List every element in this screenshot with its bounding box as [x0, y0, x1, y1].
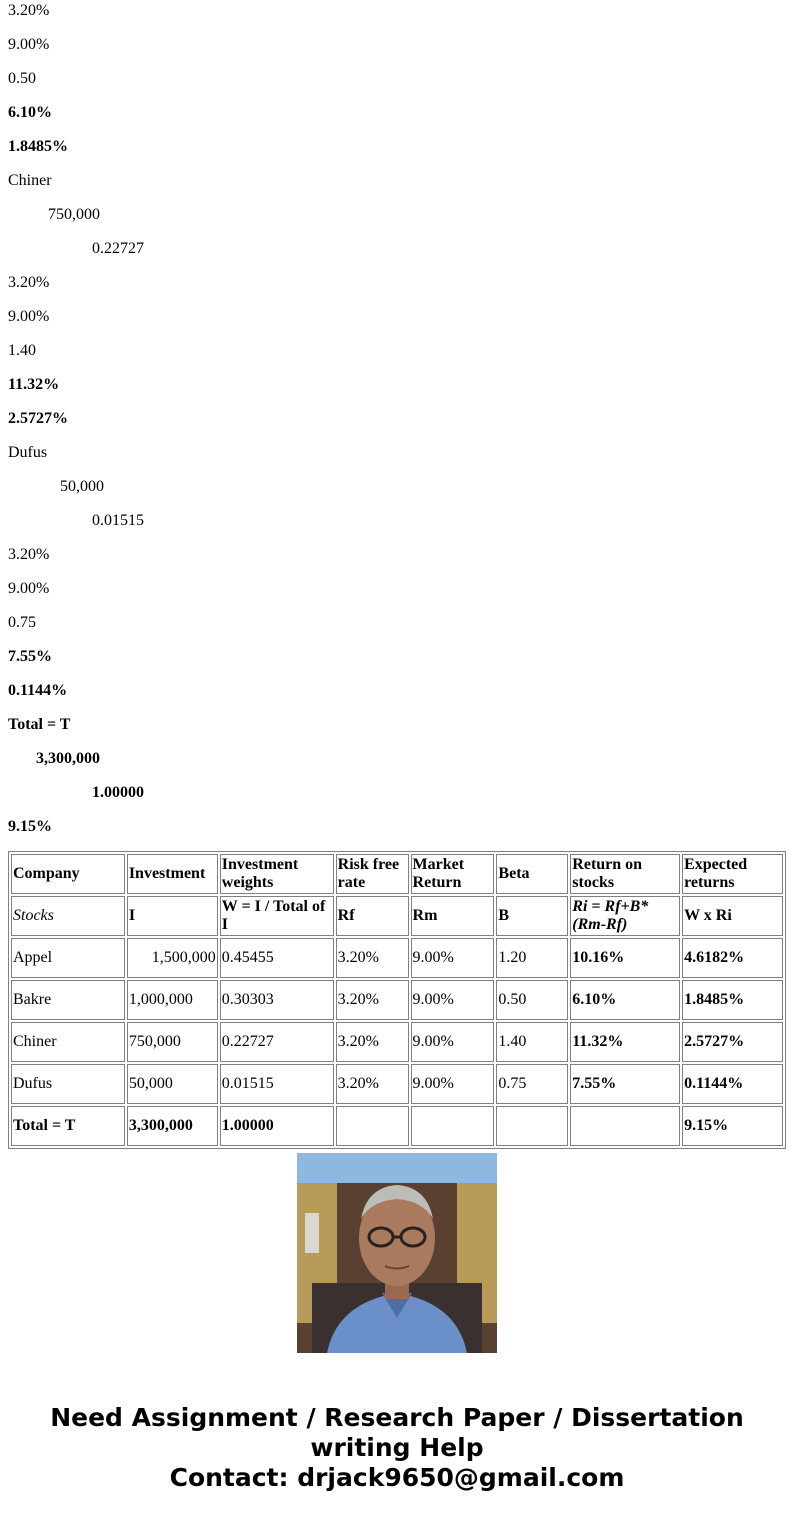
- rf-cell: 3.20%: [336, 1022, 409, 1062]
- text-line: 11.32%: [8, 376, 60, 393]
- weight-cell: 0.30303: [220, 980, 334, 1020]
- investment-cell: 1,000,000: [127, 980, 218, 1020]
- beta-cell: 1.40: [496, 1022, 568, 1062]
- investment-cell: 50,000: [127, 1064, 218, 1104]
- subheader-text: Stocks: [13, 907, 54, 924]
- weight-cell: 0.22727: [220, 1022, 334, 1062]
- table-row: [11, 1064, 783, 1104]
- text-line: 750,000: [48, 206, 100, 223]
- text-line: 1.40: [8, 342, 36, 359]
- returns-table-container: [8, 851, 786, 1134]
- header-cell: Beta: [496, 854, 568, 894]
- table-header-row: [11, 854, 783, 894]
- text-line: 0.01515: [92, 512, 144, 529]
- text-line: 1.00000: [92, 784, 144, 801]
- text-line: 0.75: [8, 614, 36, 631]
- company-cell: Chiner: [11, 1022, 125, 1062]
- empty-cell: [411, 1106, 495, 1146]
- return-cell: 11.32%: [570, 1022, 680, 1062]
- rm-cell: 9.00%: [411, 1022, 495, 1062]
- header-cell: Return on stocks: [570, 854, 680, 894]
- beta-cell: 1.20: [496, 938, 568, 978]
- beta-cell: 0.75: [496, 1064, 568, 1104]
- text-line: Total = T: [8, 716, 71, 733]
- header-cell: Investment weights: [220, 854, 334, 894]
- header-cell: Investment: [127, 854, 218, 894]
- promo-line: Need Assignment / Research Paper / Dissertation: [50, 1403, 744, 1432]
- text-line: Dufus: [8, 444, 48, 461]
- return-cell: 10.16%: [570, 938, 680, 978]
- subheader-cell: W = I / Total of I: [220, 896, 334, 936]
- total-label-cell: Total = T: [11, 1106, 125, 1146]
- text-line: 0.50: [8, 70, 36, 87]
- subheader-cell: I: [127, 896, 218, 936]
- total-investment-cell: 3,300,000: [127, 1106, 218, 1146]
- text-line: 6.10%: [8, 104, 52, 121]
- total-expected-cell: 9.15%: [682, 1106, 783, 1146]
- text-line: 1.8485%: [8, 138, 68, 155]
- subheader-cell: [570, 896, 680, 936]
- empty-cell: [496, 1106, 568, 1146]
- table-subheader-row: [11, 896, 783, 936]
- contact-banner: [0, 1403, 794, 1493]
- text-line: 9.00%: [8, 308, 50, 325]
- text-line: 50,000: [60, 478, 104, 495]
- subheader-cell: [11, 896, 125, 936]
- expected-cell: 1.8485%: [682, 980, 783, 1020]
- returns-table: [8, 851, 786, 1149]
- promo-line: writing Help: [310, 1433, 484, 1462]
- table-row: [11, 1022, 783, 1062]
- text-line: 9.00%: [8, 36, 50, 53]
- text-line: 9.00%: [8, 580, 50, 597]
- investment-cell: 750,000: [127, 1022, 218, 1062]
- beta-cell: 0.50: [496, 980, 568, 1020]
- return-cell: 7.55%: [570, 1064, 680, 1104]
- table-row: [11, 938, 783, 978]
- expected-cell: 2.5727%: [682, 1022, 783, 1062]
- expected-cell: 0.1144%: [682, 1064, 783, 1104]
- text-line: 3.20%: [8, 2, 50, 19]
- avatar: [297, 1153, 497, 1353]
- table-total-row: [11, 1106, 783, 1146]
- formula-text: Ri = Rf+B*(Rm-Rf): [572, 898, 649, 933]
- text-line: 2.5727%: [8, 410, 68, 427]
- rf-cell: 3.20%: [336, 938, 409, 978]
- company-cell: Dufus: [11, 1064, 125, 1104]
- text-line: 3,300,000: [36, 750, 100, 767]
- text-line: 3.20%: [8, 274, 50, 291]
- subheader-cell: B: [496, 896, 568, 936]
- rm-cell: 9.00%: [411, 1064, 495, 1104]
- header-cell: Company: [11, 854, 125, 894]
- company-cell: Appel: [11, 938, 125, 978]
- text-line: 3.20%: [8, 546, 50, 563]
- rf-cell: 3.20%: [336, 980, 409, 1020]
- empty-cell: [336, 1106, 409, 1146]
- empty-cell: [570, 1106, 680, 1146]
- text-line: 0.1144%: [8, 682, 68, 699]
- weight-cell: 0.01515: [220, 1064, 334, 1104]
- text-line: Chiner: [8, 172, 52, 189]
- subheader-cell: W x Ri: [682, 896, 783, 936]
- investment-cell: 1,500,000: [127, 938, 218, 978]
- text-line: 9.15%: [8, 818, 52, 835]
- text-line: 0.22727: [92, 240, 144, 257]
- header-cell: Risk free rate: [336, 854, 409, 894]
- total-weight-cell: 1.00000: [220, 1106, 334, 1146]
- company-cell: Bakre: [11, 980, 125, 1020]
- return-cell: 6.10%: [570, 980, 680, 1020]
- rm-cell: 9.00%: [411, 980, 495, 1020]
- table-row: [11, 980, 783, 1020]
- rm-cell: 9.00%: [411, 938, 495, 978]
- portrait-image: [297, 1153, 497, 1353]
- weight-cell: 0.45455: [220, 938, 334, 978]
- promo-contact-line: Contact: drjack9650@gmail.com: [169, 1463, 625, 1492]
- subheader-cell: Rm: [411, 896, 495, 936]
- header-cell: Market Return: [411, 854, 495, 894]
- subheader-cell: Rf: [336, 896, 409, 936]
- expected-cell: 4.6182%: [682, 938, 783, 978]
- header-cell: Expected returns: [682, 854, 783, 894]
- text-line: 7.55%: [8, 648, 52, 665]
- rf-cell: 3.20%: [336, 1064, 409, 1104]
